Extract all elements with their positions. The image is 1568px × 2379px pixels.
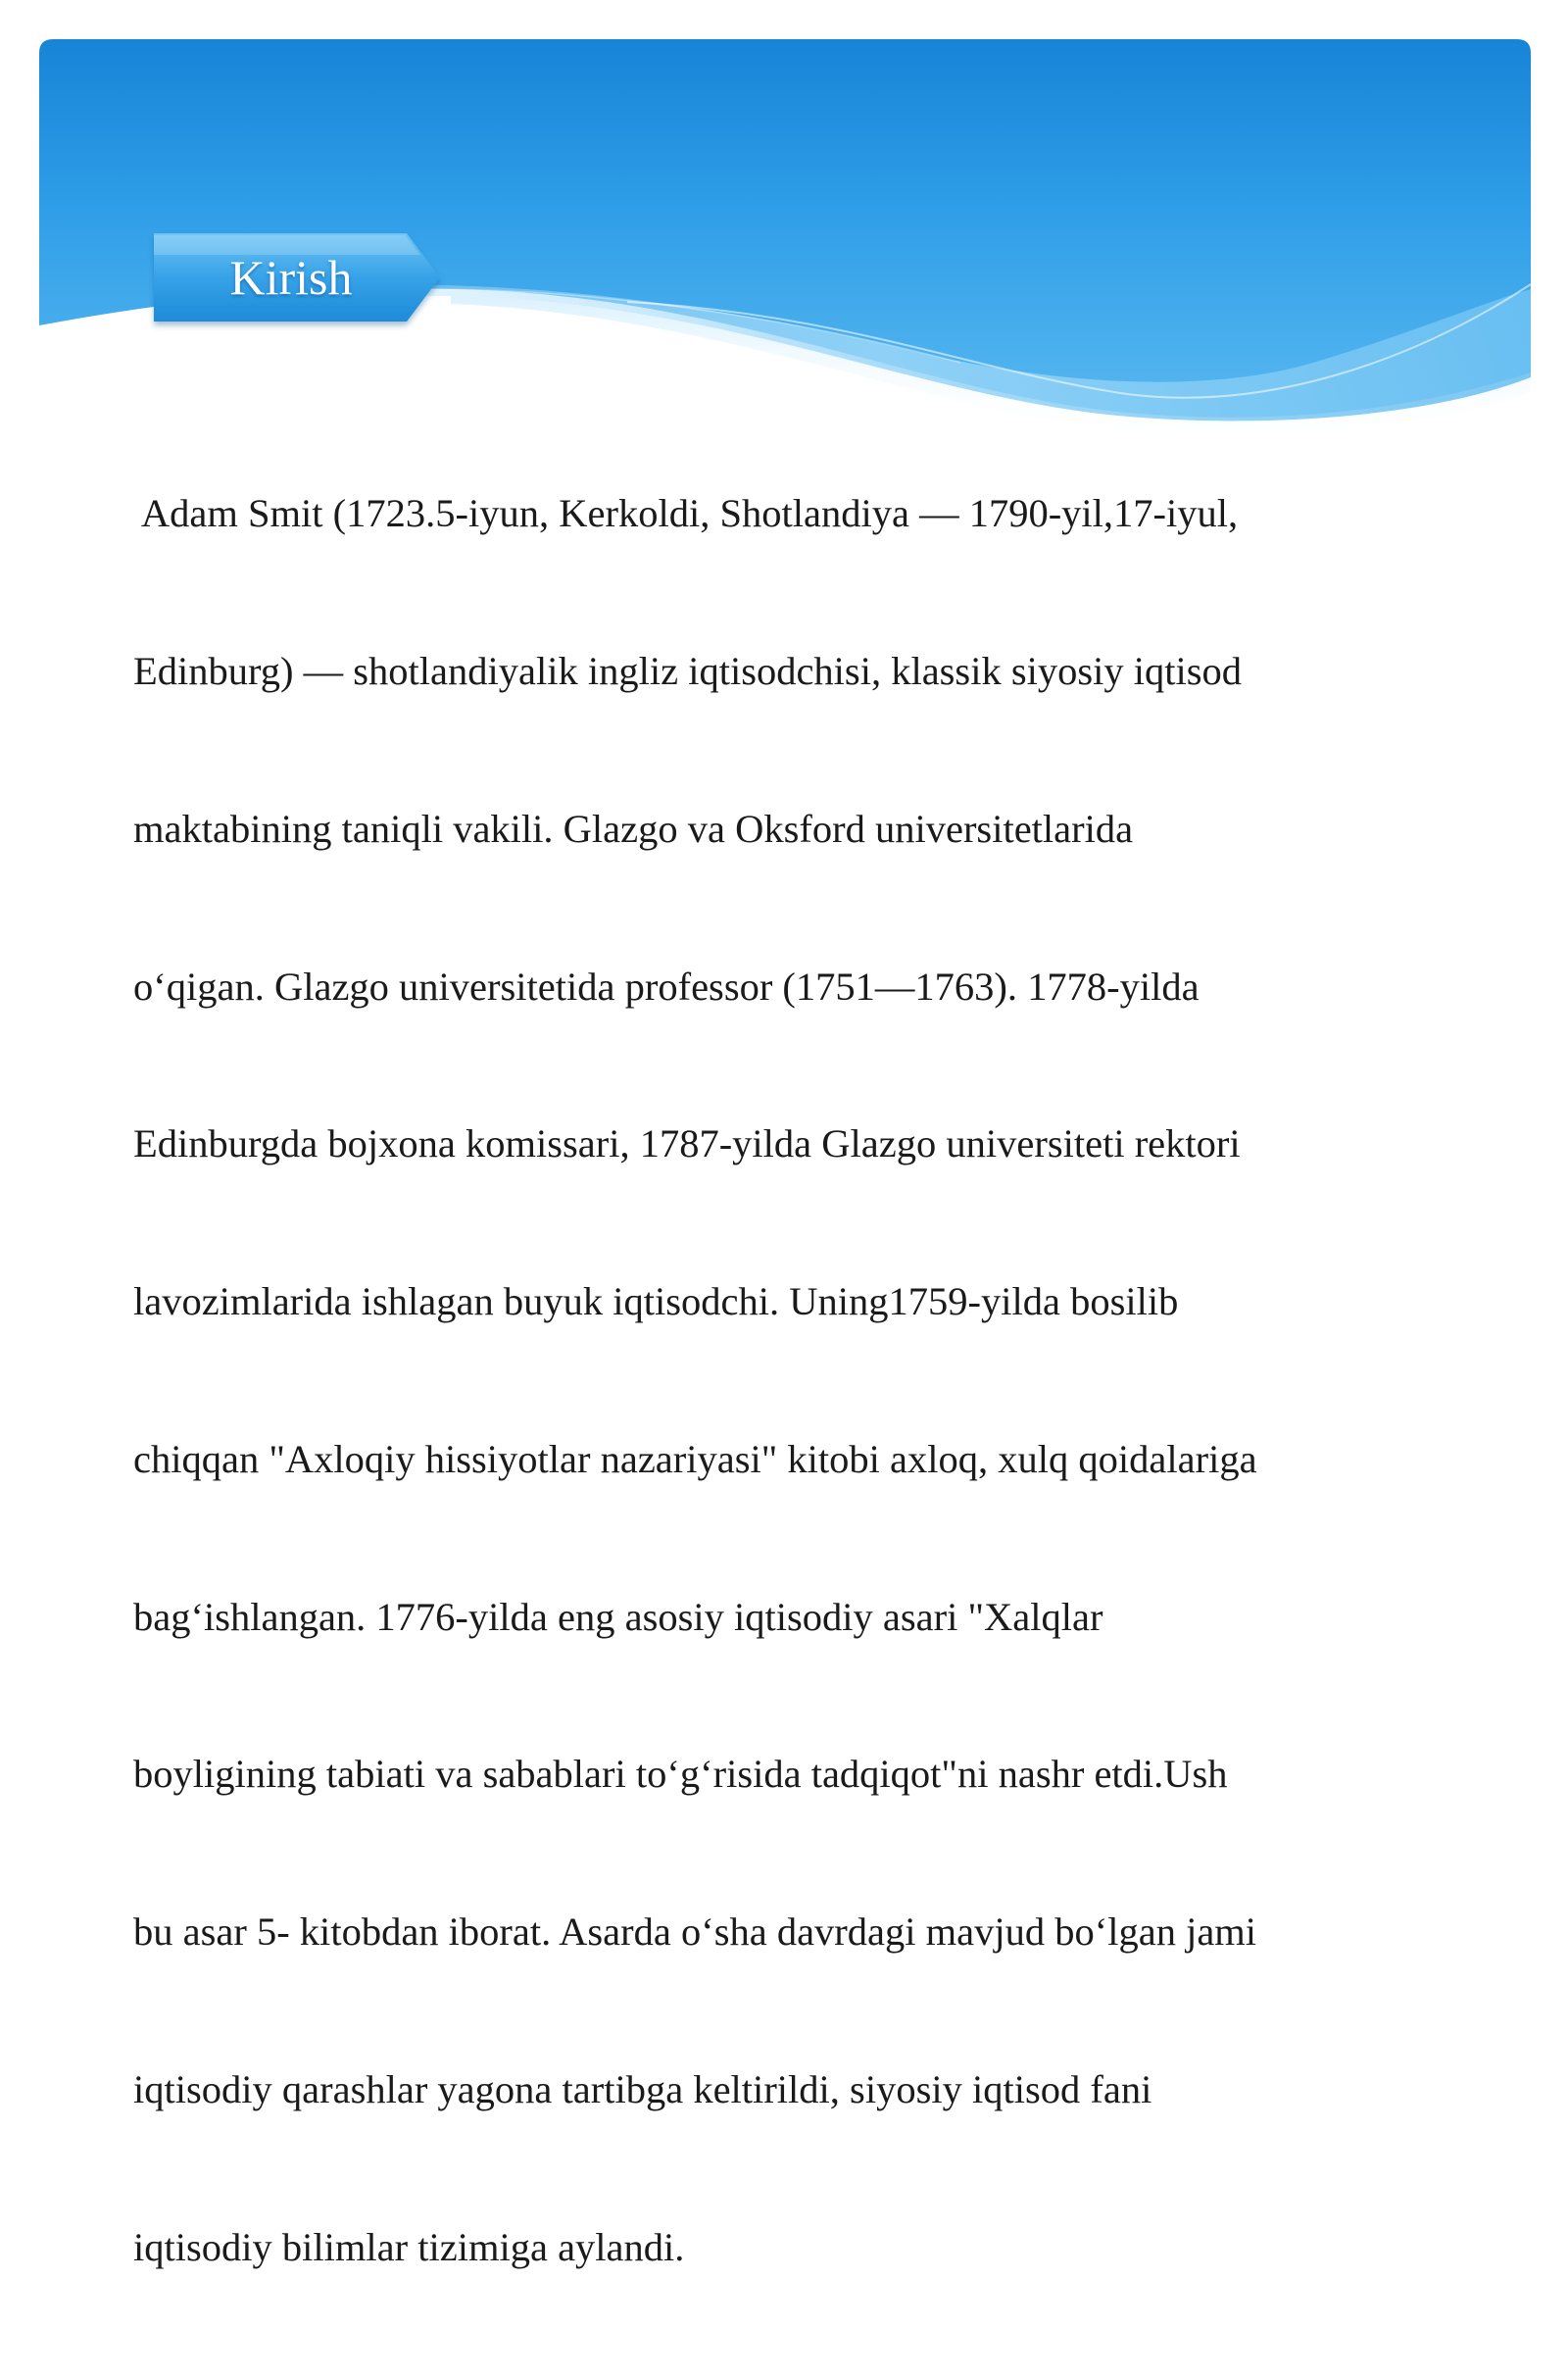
body-line: boyligining tabiati va sabablari to‘g‘risida tadqiqot"ni nashr etdi.Ush [133, 1752, 1228, 1797]
slide-title: Kirish [229, 250, 353, 305]
body-line: lavozimlarida ishlagan buyuk iqtisodchi. Uning1759-yilda bosilib [133, 1279, 1179, 1324]
body-paragraph [133, 382, 1397, 2379]
body-line: bu asar 5- kitobdan iborat. Asarda o‘sha davrdagi mavjud bo‘lgan jami [133, 1909, 1257, 1955]
body-line: o‘qigan. Glazgo universitetida professor (1751—1763). 1778-yilda [133, 964, 1200, 1009]
body-line: maktabining taniqli vakili. Glazgo va Oksford universitetlarida [133, 806, 1134, 851]
body-line: bag‘ishlangan. 1776-yilda eng asosiy iqtisodiy asari "Xalqlar [133, 1594, 1103, 1639]
body-line: chiqqan "Axloqiy hissiyotlar nazariyasi" kitobi axloq, xulq qoidalariga [133, 1436, 1257, 1481]
body-line: Edinburgda bojxona komissari, 1787-yilda Glazgo universiteti rektori [133, 1121, 1241, 1166]
body-line: iqtisodiy bilimlar tizimiga aylandi. [133, 2224, 685, 2269]
body-line: Edinburg) — shotlandiyalik ingliz iqtisodchisi, klassik siyosiy iqtisod [133, 648, 1242, 693]
body-line: iqtisodiy qarashlar yagona tartibga keltirildi, siyosiy iqtisod fani [133, 2067, 1152, 2111]
title-tab [154, 233, 458, 327]
body-line: Adam Smit (1723.5-iyun, Kerkoldi, Shotlandiya — 1790-yil,17-iyul, [133, 491, 1239, 536]
